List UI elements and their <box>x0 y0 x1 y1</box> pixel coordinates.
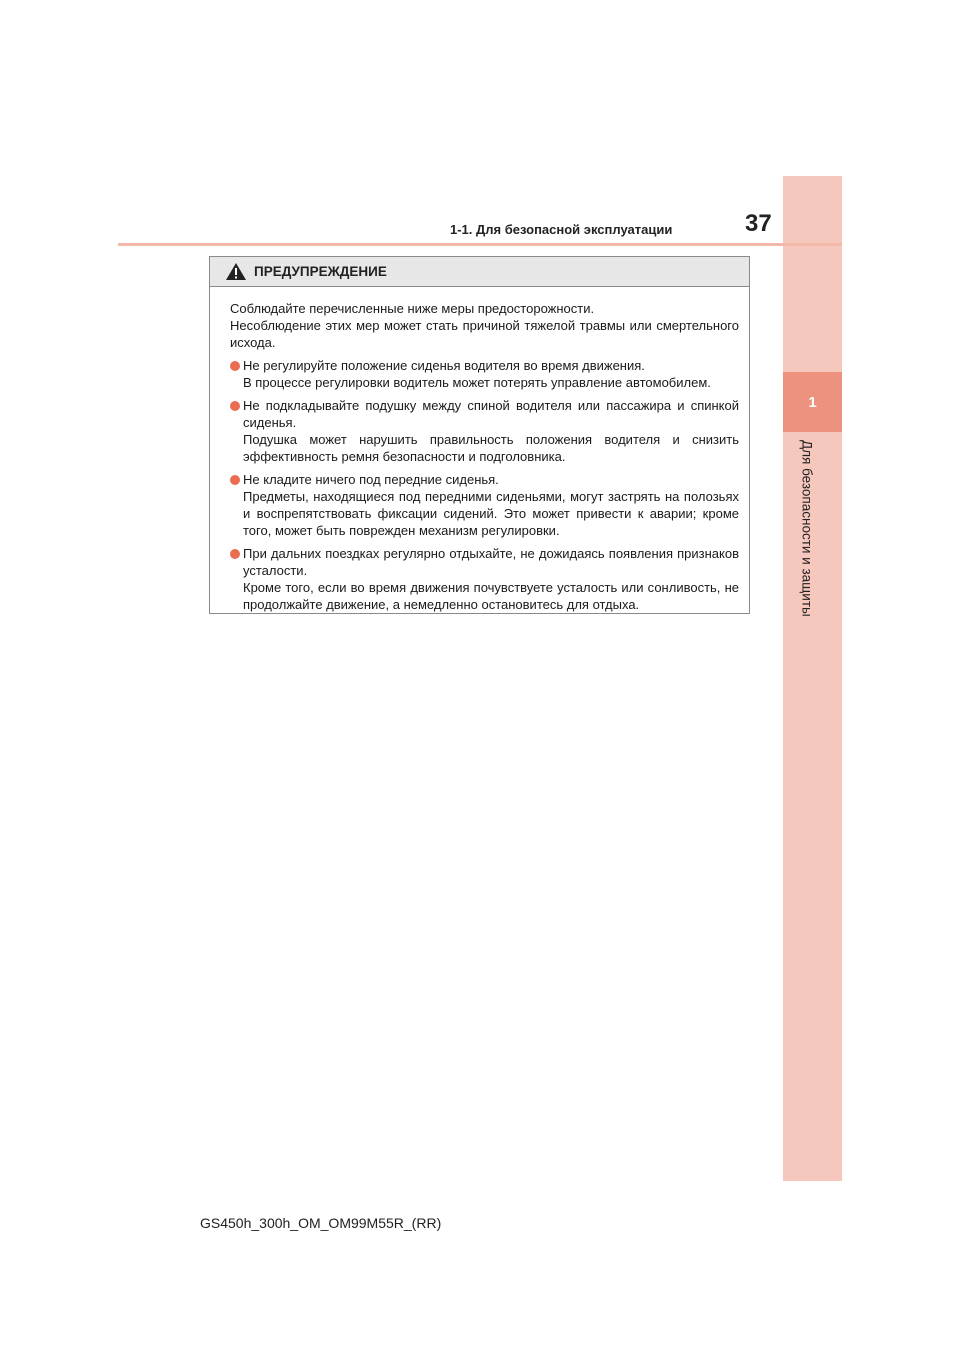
section-title: 1-1. Для безопасной эксплуатации <box>450 222 673 237</box>
bullet-lead: Не подкладывайте подушку между спиной водителя или пассажира и спинкой сиденья. <box>243 398 739 430</box>
bullet-dot-icon <box>230 475 240 485</box>
bullet-lead: При дальних поездках регулярно отдыхайте, не дожидаясь появления признаков усталости. <box>243 546 739 578</box>
bullet-dot-icon <box>230 361 240 371</box>
bullet-lead: Не регулируйте положение сиденья водителя во время движения. <box>243 358 645 373</box>
warning-bullet <box>230 545 739 613</box>
warning-bullet <box>230 397 739 465</box>
chapter-title: Для безопасности и защиты <box>799 440 815 617</box>
chapter-title-tab <box>792 440 822 640</box>
document-code: GS450h_300h_OM_OM99M55R_(RR) <box>200 1215 442 1231</box>
warning-intro-line: Соблюдайте перечисленные ниже меры предосторожности. <box>230 301 595 316</box>
bullet-dot-icon <box>230 549 240 559</box>
warning-bullet <box>230 471 739 539</box>
bullet-lead: Не кладите ничего под передние сиденья. <box>243 472 499 487</box>
warning-header <box>210 257 749 287</box>
warning-body <box>210 287 749 613</box>
warning-intro-line: Несоблюдение этих мер может стать причиной тяжелой травмы или смертельного исхода. <box>230 318 739 350</box>
bullet-detail: Подушка может нарушить правильность положения водителя и снизить эффективность ремня безопасности и подголовника. <box>243 432 739 464</box>
bullet-detail: Предметы, находящиеся под передними сиденьями, могут застрять на полозьях и воспрепятствовать фиксации сидений. Это может привести к аварии; кроме того, может быть поврежден механизм регулировки. <box>243 489 739 538</box>
bullet-detail: Кроме того, если во время движения почувствуете усталость или сонливость, не продолжайте движение, а немедленно остановитесь для отдыха. <box>243 580 739 612</box>
bullet-dot-icon <box>230 401 240 411</box>
header-divider <box>118 243 842 246</box>
chapter-number-tab <box>783 372 842 432</box>
warning-box <box>209 256 750 614</box>
bullet-detail: В процессе регулировки водитель может потерять управление автомобилем. <box>243 375 711 390</box>
warning-bullet <box>230 357 739 391</box>
chapter-number: 1 <box>808 393 817 411</box>
warning-triangle-icon <box>225 262 247 281</box>
page-number: 37 <box>745 210 772 237</box>
warning-title: ПРЕДУПРЕЖДЕНИЕ <box>254 264 387 279</box>
side-tab <box>783 176 842 1181</box>
